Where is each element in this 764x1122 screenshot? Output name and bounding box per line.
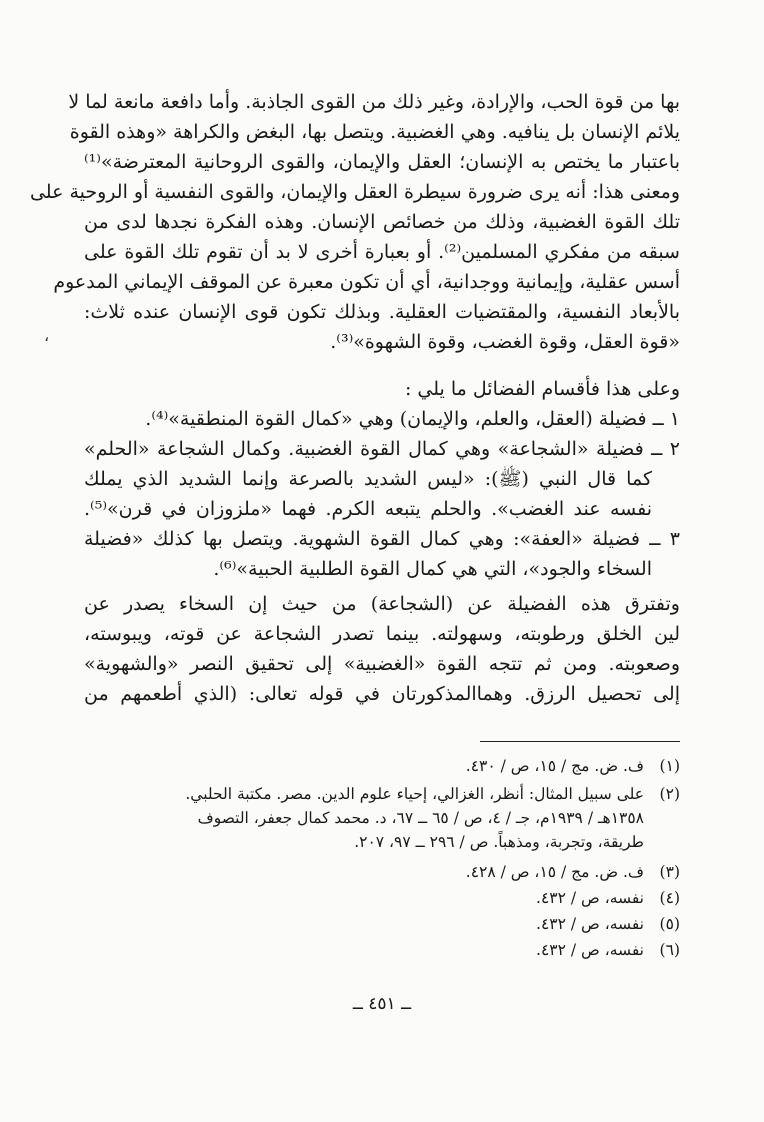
- footnote-text-cont: طريقة، وتجربة، ومذهباً. ص / ٢٩٦ ــ ٩٧، ٢٠٧.: [354, 833, 644, 851]
- footnote-text: نفسه، ص / ٤٣٢.: [536, 915, 644, 933]
- body-line: بالأبعاد النفسية، والمقتضيات العقلية. وبذلك تكون قوى الإنسان عنده ثلاث:: [84, 301, 680, 323]
- body-line: إلى تحصيل الرزق. وهماالمذكورتان في قوله تعالى: (الذي أطعمهم من: [84, 683, 680, 705]
- list-item-cont: السخاء والجود»، التي هي كمال القوة الطلبية الحبية»⁽⁶⁾.: [213, 558, 652, 580]
- list-item: ٣ ــ فضيلة «العفة»: وهي كمال القوة الشهوية. ويتصل بها كذلك «فضيلة: [84, 528, 680, 550]
- footnote-text: ف. ض. مج / ١٥، ص / ٤٢٨.: [465, 863, 644, 881]
- footnote-number: (٦): [659, 941, 680, 959]
- footnote-number: (٥): [659, 915, 680, 933]
- page-number: ــ ٤٥١ ــ: [352, 994, 412, 1014]
- list-item-cont: نفسه عند الغضب». والحلم يتبعه الكرم. فهما «ملزوزان في قرن»⁽⁵⁾.: [84, 498, 652, 520]
- footnote-number: (٢): [659, 785, 680, 803]
- footnote-separator: [480, 741, 680, 742]
- footnote: [80, 912, 680, 936]
- footnote-number: (٣): [659, 863, 680, 881]
- footnote-number: (٤): [659, 889, 680, 907]
- body-line: سبقه من مفكري المسلمين⁽²⁾. أو بعبارة أخرى لا بد أن تقوم تلك القوة على: [84, 241, 680, 263]
- footnote: [80, 938, 680, 962]
- footnote: [80, 886, 680, 910]
- footnote-text: ف. ض. مج / ١٥، ص / ٤٣٠.: [465, 757, 644, 775]
- footnote: [80, 754, 680, 778]
- list-intro: وعلى هذا فأقسام الفضائل ما يلي :: [404, 378, 680, 400]
- body-line: «قوة العقل، وقوة الغضب، وقوة الشهوة»⁽³⁾.: [330, 331, 680, 353]
- footnote-text: على سبيل المثال: أنظر، الغزالي، إحياء علوم الدين. مصر. مكتبة الحلبي.: [185, 785, 644, 803]
- footnote-text-cont: ١٣٥٨هـ / ١٩٣٩م، جـ / ٤، ص / ٦٥ ــ ٦٧، د. محمد كمال جعفر، التصوف: [197, 809, 644, 827]
- body-line: يلائم الإنسان بل ينافيه. وهي الغضبية. ويتصل بها، البغض والكراهة «وهذه القوة: [69, 121, 680, 143]
- body-line: لين الخلق ورطوبته، وسهولته. بينما تصدر الشجاعة عن قوته، ويبوسته،: [84, 623, 680, 645]
- body-line: وتفترق هذه الفضيلة عن (الشجاعة) من حيث إن السخاء يصدر عن: [84, 593, 680, 615]
- list-item: ١ ــ فضيلة (العقل، والعلم، والإيمان) وهي «كمال القوة المنطقية»⁽⁴⁾.: [145, 408, 680, 430]
- body-line: بها من قوة الحب، والإرادة، وغير ذلك من القوى الجاذبة. وأما دافعة مانعة لما لا: [68, 91, 680, 113]
- footnote: [80, 782, 680, 854]
- list-item: ٢ ــ فضيلة «الشجاعة» وهي كمال القوة الغضبية. وكمال الشجاعة «الحلم»: [84, 438, 680, 460]
- footnote-number: (١): [659, 757, 680, 775]
- body-line: وصعوبته. ومن ثم تتجه القوة «الغضبية» إلى تحقيق النصر «والشهوية»: [84, 653, 680, 675]
- body-line: تلك القوة الغضبية، وذلك من خصائص الإنسان. وهذه الفكرة نجدها لدى من: [84, 211, 680, 233]
- margin-mark: ،: [44, 326, 50, 345]
- footnote: [80, 860, 680, 884]
- list-item-cont: كما قال النبي (ﷺ): «ليس الشديد بالصرعة وإنما الشديد الذي يملك: [84, 468, 652, 490]
- body-line: ومعنى هذا: أنه يرى ضرورة سيطرة العقل والإيمان، والقوى النفسية أو الروحية على: [29, 181, 680, 203]
- footnote-text: نفسه، ص / ٤٣٢.: [536, 941, 644, 959]
- body-line: باعتبار ما يختص به الإنسان؛ العقل والإيمان، والقوى الروحانية المعترضة»⁽¹⁾: [84, 151, 680, 173]
- body-line: أسس عقلية، وإيمانية ووجدانية، أي أن تكون معبرة عن الموقف الإيماني المدعوم: [53, 271, 680, 293]
- footnote-text: نفسه، ص / ٤٣٢.: [536, 889, 644, 907]
